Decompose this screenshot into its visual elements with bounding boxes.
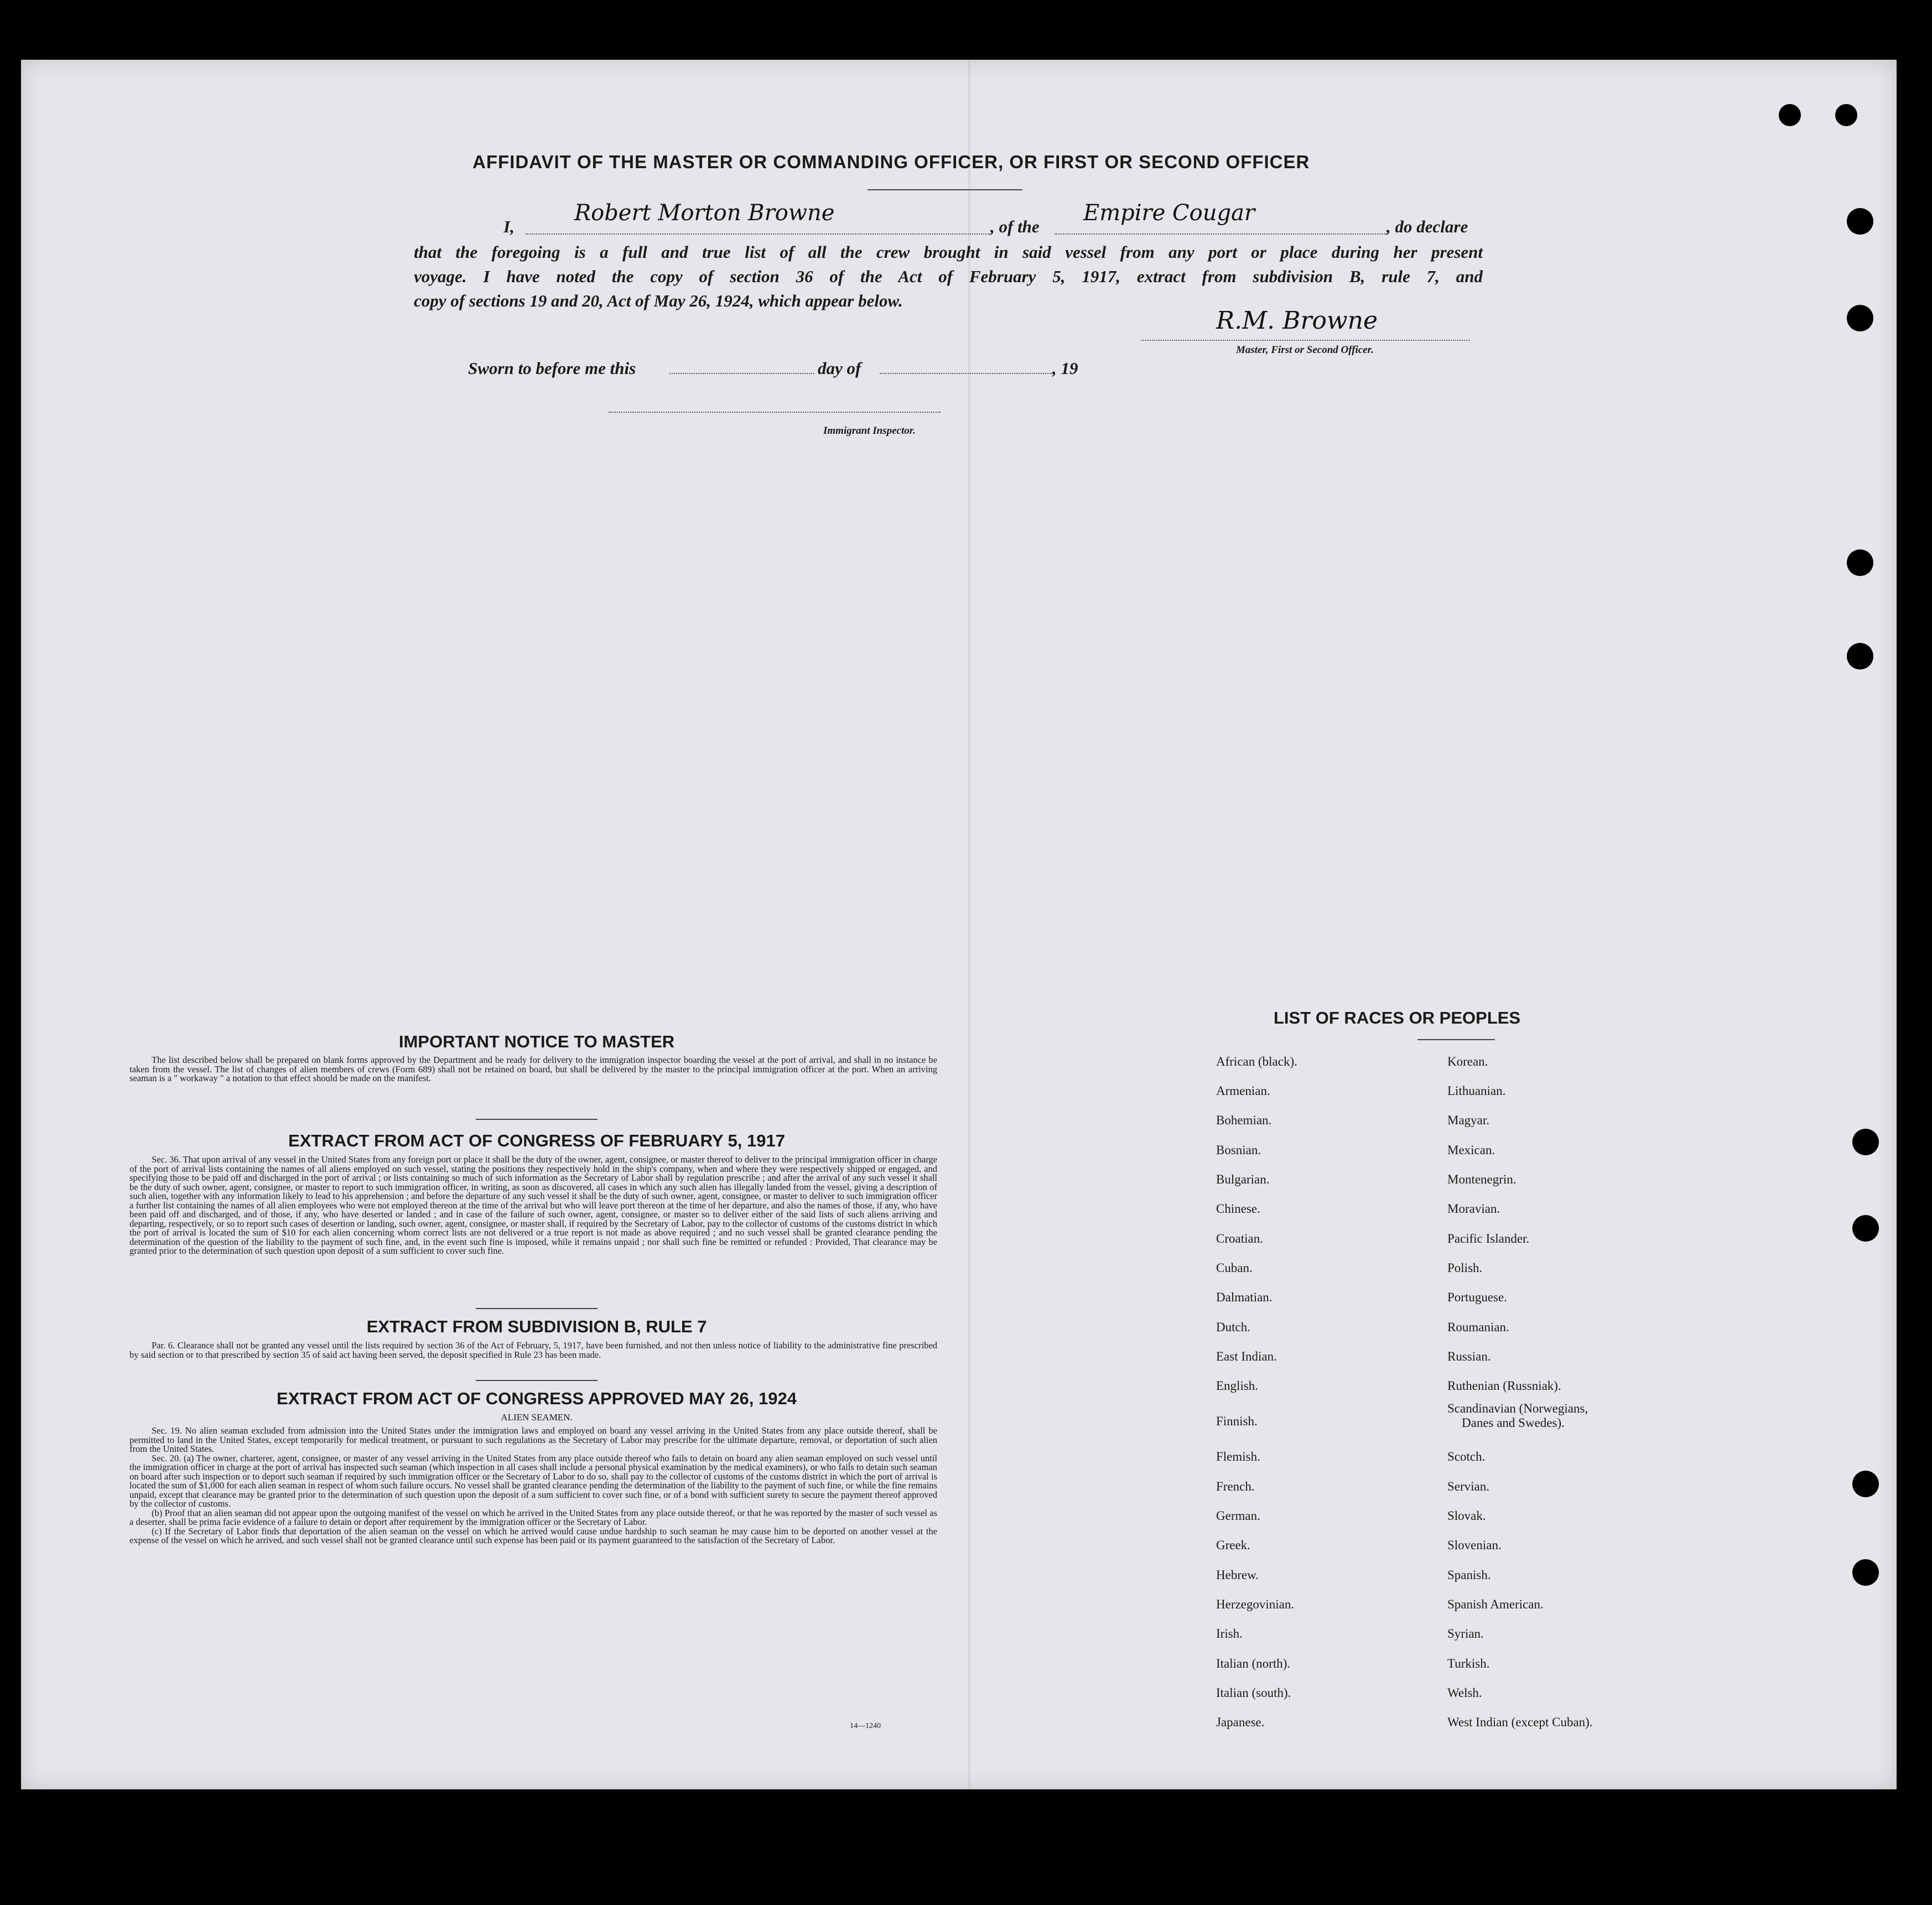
race-right-item: Scotch. — [1447, 1450, 1486, 1463]
of-the-label: , of the — [990, 217, 1040, 236]
race-left-item: Croatian. — [1216, 1232, 1263, 1245]
affidavit-line-4: copy of sections 19 and 20, Act of May 26, 1924, which appear below. — [414, 291, 903, 310]
race-right-item: Pacific Islander. — [1447, 1232, 1530, 1245]
race-left-item: Bulgarian. — [1216, 1172, 1270, 1186]
notice-title: IMPORTANT NOTICE TO MASTER — [398, 1032, 675, 1051]
alien-seamen-subtitle: ALIEN SEAMEN. — [501, 1412, 573, 1423]
race-left-item: Japanese. — [1216, 1715, 1265, 1729]
notice-paragraph: The list described below shall be prepared on blank forms approved by the Department and be ready for delivery to the immigration inspector boarding the vessel at the port of arrival, and shall in no instance be taken from the vessel. The list of changes of alien members of crews (Form 689) shall not be retained on board, but shall be delivered by the master to the principal immigration officer at the port. When an arriving seaman is a " workaway " a notation to that effect should be made on the manifest. — [129, 1055, 937, 1083]
master-name-handwritten: Robert Morton Browne — [574, 200, 835, 226]
master-signature: R.M. Browne — [1216, 307, 1378, 335]
section-rule — [476, 1119, 598, 1120]
signature-caption: Master, First or Second Officer. — [1236, 344, 1374, 356]
race-right-item: Slovak. — [1447, 1509, 1486, 1523]
race-left-item: Finnish. — [1216, 1414, 1258, 1428]
day-of-label: day of — [818, 359, 861, 378]
race-right-item: Spanish. — [1447, 1568, 1491, 1582]
sworn-label: Sworn to before me this — [468, 359, 636, 378]
extract-1917-body — [129, 1155, 937, 1256]
race-left-item: Irish. — [1216, 1627, 1243, 1641]
extract-1924-title: EXTRACT FROM ACT OF CONGRESS APPROVED MAY 26, 1924 — [277, 1389, 797, 1408]
punch-hole — [1847, 208, 1873, 235]
race-left-item: German. — [1216, 1509, 1260, 1523]
rule-7-body — [129, 1341, 937, 1359]
race-right-item: Ruthenian (Russniak). — [1447, 1379, 1561, 1393]
race-right-item-continuation: Danes and Swedes). — [1462, 1416, 1565, 1430]
race-left-item: Chinese. — [1216, 1202, 1260, 1216]
race-right-item: Syrian. — [1447, 1627, 1484, 1641]
vessel-line — [1055, 233, 1386, 235]
race-right-item: Moravian. — [1447, 1202, 1500, 1216]
race-left-item: African (black). — [1216, 1055, 1297, 1068]
par-6-paragraph: Par. 6. Clearance shall not be granted any vessel until the lists required by section 36 of the Act of February, 5, 1917, have been furnished, and not then unless notice of liability to the administrative fine prescribed by said section or to that prescribed by section 35 of said act having been served, the deposit specified in Rule 23 has been made. — [129, 1340, 937, 1360]
document-page — [21, 60, 1897, 1789]
race-right-item: Welsh. — [1447, 1686, 1482, 1700]
section-rule — [476, 1308, 598, 1309]
races-title-rule — [1417, 1039, 1495, 1040]
punch-hole — [1852, 1471, 1879, 1497]
race-right-item: West Indian (except Cuban). — [1447, 1715, 1593, 1729]
race-right-item: Mexican. — [1447, 1143, 1495, 1157]
rule-7-title: EXTRACT FROM SUBDIVISION B, RULE 7 — [366, 1317, 707, 1336]
punch-hole — [1847, 305, 1873, 331]
race-right-item: Servian. — [1447, 1480, 1490, 1493]
sworn-day-line — [669, 373, 814, 374]
title-rule — [868, 189, 1022, 190]
race-right-item: Montenegrin. — [1447, 1172, 1516, 1186]
race-right-item: Turkish. — [1447, 1657, 1490, 1670]
sworn-month-line — [880, 373, 1052, 374]
section-20b-paragraph: (b) Proof that an alien seaman did not appear upon the outgoing manifest of the vessel on which he arrived in the United States from any place outside thereof, or that he was reported by the master of such vessel as a deserter, shall be prima facie evidence of a failure to detain or deport after requirement by the immigration officer or the Secretary of Labor. — [129, 1507, 937, 1527]
race-left-item: French. — [1216, 1480, 1255, 1493]
race-right-item: Slovenian. — [1447, 1538, 1502, 1552]
affidavit-i: I, — [503, 217, 515, 236]
punch-hole — [1852, 1129, 1879, 1155]
race-left-item: Dalmatian. — [1216, 1290, 1273, 1304]
punch-hole — [1852, 1215, 1879, 1242]
inspector-caption: Immigrant Inspector. — [823, 425, 916, 437]
affidavit-line-3: voyage. I have noted the copy of section 36 of the Act of February 5, 1917, extract from subdivision B, rule 7, and — [414, 267, 1483, 286]
race-left-item: Cuban. — [1216, 1261, 1253, 1275]
notice-body — [129, 1056, 937, 1083]
race-right-item: Lithuanian. — [1447, 1084, 1506, 1098]
race-left-item: Flemish. — [1216, 1450, 1260, 1463]
affidavit-line-2: that the foregoing is a full and true list of all the crew brought in said vessel from any port or place during her present — [414, 242, 1483, 262]
race-left-item: Hebrew. — [1216, 1568, 1259, 1582]
race-right-item: Scandinavian (Norwegians, — [1447, 1402, 1588, 1415]
race-left-item: Greek. — [1216, 1538, 1250, 1552]
race-left-item: Armenian. — [1216, 1084, 1270, 1098]
race-left-item: Dutch. — [1216, 1320, 1250, 1334]
race-left-item: English. — [1216, 1379, 1259, 1393]
section-20c-paragraph: (c) If the Secretary of Labor finds that deportation of the alien seaman on the vessel on which he arrived would cause undue hardship to such seaman he may cause him to be deported on another vessel at the expense of the vessel on which he arrived, and such vessel shall not be granted clearance until such expense has been paid or its payment guaranteed to the satisfaction of the Secretary of Labor. — [129, 1525, 937, 1545]
race-right-item: Portuguese. — [1447, 1290, 1507, 1304]
punch-hole — [1779, 104, 1801, 126]
races-title: LIST OF RACES OR PEOPLES — [1274, 1008, 1521, 1027]
name-line — [526, 233, 990, 235]
race-right-item: Magyar. — [1447, 1113, 1490, 1127]
punch-hole — [1847, 643, 1873, 669]
race-right-item: Polish. — [1447, 1261, 1483, 1275]
race-left-item: Italian (north). — [1216, 1657, 1291, 1670]
vessel-name-handwritten: Empire Cougar — [1083, 200, 1255, 226]
punch-hole — [1852, 1559, 1879, 1586]
section-rule — [476, 1380, 598, 1381]
race-right-item: Roumanian. — [1447, 1320, 1509, 1334]
punch-hole — [1835, 104, 1857, 126]
race-left-item: East Indian. — [1216, 1349, 1277, 1363]
race-left-item: Herzegovinian. — [1216, 1597, 1295, 1611]
inspector-line — [609, 412, 941, 413]
extract-1924-body — [129, 1426, 937, 1545]
punch-hole — [1847, 549, 1873, 576]
section-36-paragraph: Sec. 36. That upon arrival of any vessel in the United States from any foreign port or place it shall be the duty of the owner, agent, consignee, or master thereof to deliver to the principal immigration officer in charge of the port of arrival lists containing the names of all aliens employed on such vessel, stating the positions they respectively hold in the ship's company, when and where they were respectively shipped or engaged, and specifying those to be paid off and discharged in the port of arrival ; or lists containing so much of such information as the Secretary of Labor shall by regulation prescribe ; and after the arrival of any such vessel it shall be the duty of such owner, agent, consignee, or master to report to such immigration officer, in writing, as soon as discovered, all cases in which any such alien has illegally landed from the vessel, giving a description of such alien, together with any information likely to lead to his apprehension ; and before the departure of any such vessel it shall be the duty of such owner, agent, consignee, or master to deliver to such immigration officer a further list containing the names of all alien employees who were not employed thereon at the time of the arrival but who will leave port thereon at the time of her departure, and also the names of those, if any, who have been paid off and discharged, and of those, if any, who have deserted or landed ; and in case of the failure of such owner, agent, consignee, or master so to deliver either of the said lists of such aliens arriving and departing, respectively, or so to report such cases of desertion or landing, such owner, agent, consignee, or master shall, if required by the Secretary of Labor, pay to the collector of customs of the customs district in which the port of arrival is located the sum of $10 for each alien concerning whom correct lists are not delivered or a true report is not made as above required ; and no such vessel shall be granted clearance pending the determination of the question of the liability to the payment of such fine, and, in the event such fine is imposed, while it remains unpaid ; nor shall such fine be remitted or refunded : Provided, That clearance may be granted prior to the determination of such question upon deposit of a sum sufficient to cover such fine. — [129, 1154, 937, 1256]
page-fold — [968, 60, 970, 1789]
affidavit-title: AFFIDAVIT OF THE MASTER OR COMMANDING OFFICER, OR FIRST OR SECOND OFFICER — [472, 152, 1310, 172]
section-19-paragraph: Sec. 19. No alien seaman excluded from admission into the United States under the immigration laws and employed on board any vessel arriving in the United States from any place outside thereof, shall be permitted to land in the United States, except temporarily for medical treatment, or pursuant to such regulations as the Secretary of Labor may prescribe for the ultimate departure, removal, or deportation of such alien from the United States. — [129, 1425, 937, 1454]
race-left-item: Bosnian. — [1216, 1143, 1261, 1157]
form-number: 14—1240 — [850, 1722, 881, 1730]
race-right-item: Korean. — [1447, 1055, 1488, 1068]
race-right-item: Spanish American. — [1447, 1597, 1544, 1611]
section-20a-paragraph: Sec. 20. (a) The owner, charterer, agent, consignee, or master of any vessel arriving in the United States from any place outside thereof who fails to detain on board any alien seaman employed on such vessel until the immigration officer in charge at the port of arrival has inspected such seaman (which inspection in all cases shall include a personal physical examination by the medical examiners), or who fails to detain such seaman on board after such inspection or to deport such seaman if required by such immigration officer or the Secretary of Labor to do so, shall pay to the collector of customs of the customs district in which the port of arrival is located the sum of $1,000 for each alien seaman in respect of whom such failure occurs. No vessel shall be granted clearance pending the determination of the liability to the payment of such fine, or while the fine remains unpaid, except that clearance may be granted prior to the determination of such question upon the deposit of a sum sufficient to cover such fine, or of a bond with sufficient surety to secure the payment thereof approved by the collector of customs. — [129, 1452, 937, 1509]
extract-1917-title: EXTRACT FROM ACT OF CONGRESS OF FEBRUARY 5, 1917 — [288, 1131, 785, 1150]
race-left-item: Italian (south). — [1216, 1686, 1291, 1700]
race-right-item: Russian. — [1447, 1349, 1491, 1363]
do-declare-label: , do declare — [1386, 217, 1468, 236]
year-label: , 19 — [1052, 359, 1078, 378]
race-left-item: Bohemian. — [1216, 1113, 1272, 1127]
signature-line — [1141, 340, 1469, 341]
